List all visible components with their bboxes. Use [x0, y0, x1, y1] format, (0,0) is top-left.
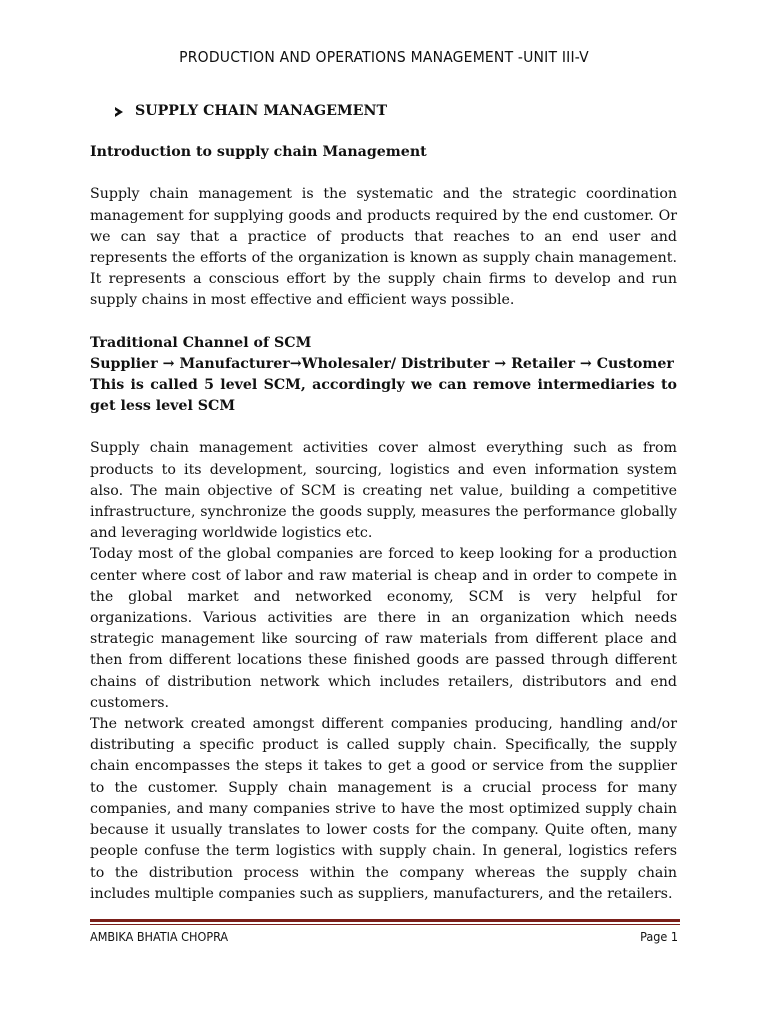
footer-page-number: Page 1	[640, 929, 678, 944]
global-companies-paragraph: Today most of the global companies are forced to keep looking for a production center where cost of labor and raw material is cheap and in order to compete in the global market and networked economy, SCM is very helpful for organizations. Various activities are there in an organization which needs strategic management like sourcing of raw materials from different place and then from different locations these finished goods are passed through different chains of distribution network which includes retailers, distributors and end customers.	[90, 546, 677, 711]
traditional-channel-heading: Traditional Channel of SCM	[90, 334, 312, 351]
intro-paragraph: Supply chain management is the systematic and the strategic coordination management for supplying goods and products required by the end customer. Or we can say that a practice of products that reaches to an end user and represents the efforts of the organization is known as supply chain management. It represents a conscious effort by the supply chain firms to develop and run supply chains in most effective and efficient ways possible.	[90, 186, 677, 309]
footer-author: AMBIKA BHATIA CHOPRA	[90, 929, 229, 944]
network-paragraph: The network created amongst different companies producing, handling and/or distributing a specific product is called supply chain. Specifically, the supply chain encompasses the steps it takes to get a good or service from the supplier to the customer. Supply chain management is a crucial process for many companies, and many companies strive to have the most optimized supply chain because it usually translates to lower costs for the company. Quite often, many people confuse the term logistics with supply chain. In general, logistics refers to the distribution process within the company whereas the supply chain includes multiple companies such as suppliers, manufacturers, and the retailers.	[90, 716, 677, 902]
intro-heading: Introduction to supply chain Management	[90, 144, 427, 161]
page-header-title: PRODUCTION AND OPERATIONS MANAGEMENT -UNIT III-V	[179, 48, 589, 66]
document-body	[90, 101, 677, 905]
activities-paragraph: Supply chain management activities cover almost everything such as from products to its development, sourcing, logistics and even information system also. The main objective of SCM is creating net value, building a competitive infrastructure, synchronize the goods supply, measures the performance globally and leveraging worldwide logistics etc.	[90, 440, 677, 542]
footer-rule-thick	[90, 919, 680, 922]
level-note: This is called 5 level SCM, accordingly we can remove intermediaries to get less level SCM	[90, 377, 677, 415]
section-heading	[90, 101, 677, 122]
section-heading-text: SUPPLY CHAIN MANAGEMENT	[135, 103, 388, 119]
arrow-bullet-icon	[115, 107, 123, 117]
footer-rule-thin	[90, 924, 680, 925]
channel-line: Supplier → Manufacturer→Wholesaler/ Distributer → Retailer → Customer	[90, 355, 674, 372]
